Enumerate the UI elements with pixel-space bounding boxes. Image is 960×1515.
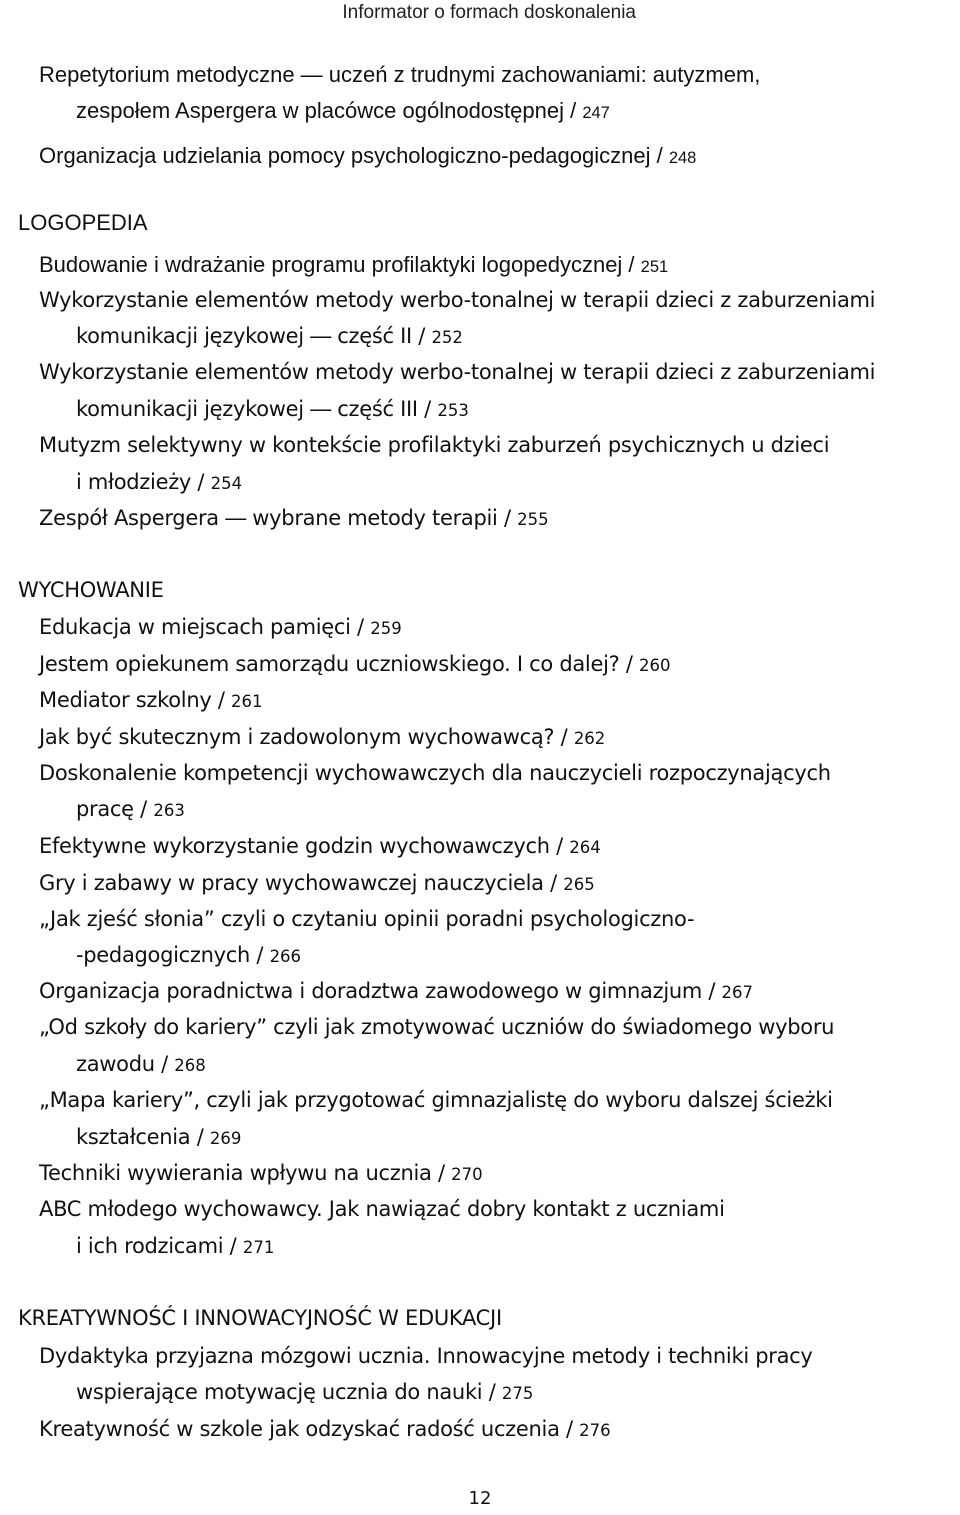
toc-page-ref: 267 — [721, 983, 754, 1002]
toc-entry-line — [39, 247, 668, 285]
toc-entry-line — [76, 391, 469, 429]
toc-entry-line — [39, 609, 402, 647]
toc-entry-line — [39, 646, 670, 684]
toc-entry-title: Gry i zabawy w pracy wychowawczej nauczyciela / — [39, 871, 564, 895]
toc-entry-title: kształcenia / — [76, 1125, 210, 1149]
toc-entry-line — [39, 1411, 611, 1449]
toc-entry-title: Jak być skutecznym i zadowolonym wychowawcą? / — [39, 725, 574, 749]
toc-entry-title: „Od szkoły do kariery” czyli jak zmotywować uczniów do świadomego wyboru — [39, 1015, 835, 1039]
page-number: 12 — [468, 1488, 492, 1509]
toc-entry-title: i ich rodzicami / — [76, 1234, 243, 1258]
toc-entry-line — [39, 1191, 725, 1227]
toc-entry-title: Zespół Aspergera ― wybrane metody terapii / — [39, 506, 518, 530]
section-heading: LOGOPEDIA — [18, 210, 148, 235]
toc-entry-title: pracę / — [76, 797, 154, 821]
toc-entry-title: Budowanie i wdrażanie programu profilaktyki logopedycznej / — [39, 252, 641, 277]
toc-page-ref: 263 — [153, 801, 185, 820]
toc-entry-line — [76, 318, 463, 356]
toc-entry-line — [39, 1155, 483, 1193]
toc-entry-title: Mutyzm selektywny w kontekście profilaktyki zaburzeń psychicznych u dzieci — [39, 433, 830, 457]
toc-entry-title: -pedagogicznych / — [76, 943, 270, 967]
toc-entry-line — [76, 1374, 533, 1412]
toc-entry-line — [39, 57, 760, 93]
toc-entry-line — [39, 1082, 833, 1118]
toc-page-ref: 271 — [242, 1238, 275, 1257]
toc-page-ref: 266 — [269, 947, 302, 966]
toc-entry-line — [76, 937, 301, 975]
toc-page-ref: 247 — [582, 104, 610, 122]
toc-entry-line — [76, 464, 242, 502]
toc-entry-line — [39, 682, 263, 720]
section-heading: KREATYWNOŚĆ I INNOWACYJNOŚĆ W EDUKACJI — [18, 1306, 502, 1330]
toc-entry-line — [39, 828, 601, 866]
toc-entry-title: Mediator szkolny / — [39, 688, 231, 712]
toc-entry-line — [76, 1228, 274, 1266]
toc-page-ref: 260 — [638, 656, 671, 675]
toc-entry-title: Wykorzystanie elementów metody werbo-tonalnej w terapii dzieci z zaburzeniami — [39, 288, 876, 312]
toc-page-ref: 261 — [231, 692, 263, 711]
toc-entry-line — [39, 719, 605, 757]
toc-entry-line — [39, 1338, 813, 1374]
toc-entry-line — [39, 865, 595, 903]
toc-page-ref: 265 — [563, 875, 595, 894]
toc-entry-title: „Jak zjeść słonia” czyli o czytaniu opinii poradni psychologiczno- — [39, 907, 695, 931]
toc-page-ref: 275 — [501, 1384, 534, 1403]
toc-entry-title: zespołem Aspergera w placówce ogólnodostępnej / — [76, 98, 583, 123]
toc-entry-line — [39, 1009, 834, 1045]
toc-entry-title: Kreatywność w szkole jak odzyskać radość uczenia / — [39, 1417, 580, 1441]
section-heading: WYCHOWANIE — [18, 578, 164, 602]
toc-entry-title: Wykorzystanie elementów metody werbo-tonalnej w terapii dzieci z zaburzeniami — [39, 360, 876, 384]
toc-entry-title: Organizacja poradnictwa i doradztwa zawodowego w gimnazjum / — [39, 979, 722, 1003]
toc-page-ref: 252 — [431, 328, 463, 347]
toc-entry-line — [39, 138, 696, 176]
toc-page-ref: 251 — [640, 258, 669, 276]
toc-entry-title: Techniki wywierania wpływu na ucznia / — [39, 1161, 452, 1185]
toc-entry-title: i młodzieży / — [76, 470, 211, 494]
toc-entry-title: Efektywne wykorzystanie godzin wychowawczych / — [39, 834, 570, 858]
toc-entry-line — [39, 354, 875, 390]
toc-entry-line — [39, 973, 753, 1011]
toc-entry-title: Doskonalenie kompetencji wychowawczych dla nauczycieli rozpoczynających — [39, 761, 831, 785]
toc-page-ref: 268 — [174, 1056, 206, 1075]
toc-entry-line — [76, 1046, 206, 1084]
toc-entry-title: Repetytorium metodyczne ― uczeń z trudnymi zachowaniami: autyzmem, — [39, 62, 761, 87]
toc-entry-title: „Mapa kariery”, czyli jak przygotować gimnazjalistę do wyboru dalszej ścieżki — [39, 1088, 833, 1112]
toc-page-ref: 255 — [517, 510, 549, 529]
toc-page-ref: 269 — [209, 1129, 242, 1148]
running-header: Informator o formach doskonalenia — [342, 2, 636, 23]
toc-page-ref: 262 — [573, 729, 606, 748]
toc-entry-title: komunikacji językowej ― część II / — [76, 324, 432, 348]
toc-entry-title: komunikacji językowej ― część III / — [76, 397, 438, 421]
toc-entry-title: Dydaktyka przyjazna mózgowi ucznia. Innowacyjne metody i techniki pracy — [39, 1344, 813, 1368]
toc-entry-line — [39, 901, 694, 937]
toc-entry-line — [39, 427, 829, 463]
toc-entry-title: wspierające motywację ucznia do nauki / — [76, 1380, 502, 1404]
toc-page-ref: 264 — [569, 838, 601, 857]
toc-entry-line — [39, 282, 875, 318]
toc-entry-title: Edukacja w miejscach pamięci / — [39, 615, 371, 639]
toc-entry-title: Organizacja udzielania pomocy psychologiczno-pedagogicznej / — [39, 143, 669, 168]
toc-entry-title: Jestem opiekunem samorządu uczniowskiego. I co dalej? / — [39, 652, 639, 676]
toc-entry-line — [76, 93, 610, 131]
toc-page-ref: 254 — [210, 474, 243, 493]
toc-entry-line — [39, 755, 831, 791]
toc-entry-title: zawodu / — [76, 1052, 175, 1076]
toc-page-ref: 270 — [451, 1165, 483, 1184]
toc-page-ref: 259 — [370, 619, 402, 638]
toc-page-ref: 253 — [437, 401, 469, 420]
toc-entry-line — [76, 791, 185, 829]
toc-entry-line — [76, 1119, 241, 1157]
toc-entry-line — [39, 500, 549, 538]
toc-page-ref: 276 — [579, 1421, 611, 1440]
toc-page-ref: 248 — [668, 149, 697, 167]
toc-entry-title: ABC młodego wychowawcy. Jak nawiązać dobry kontakt z uczniami — [39, 1197, 725, 1221]
